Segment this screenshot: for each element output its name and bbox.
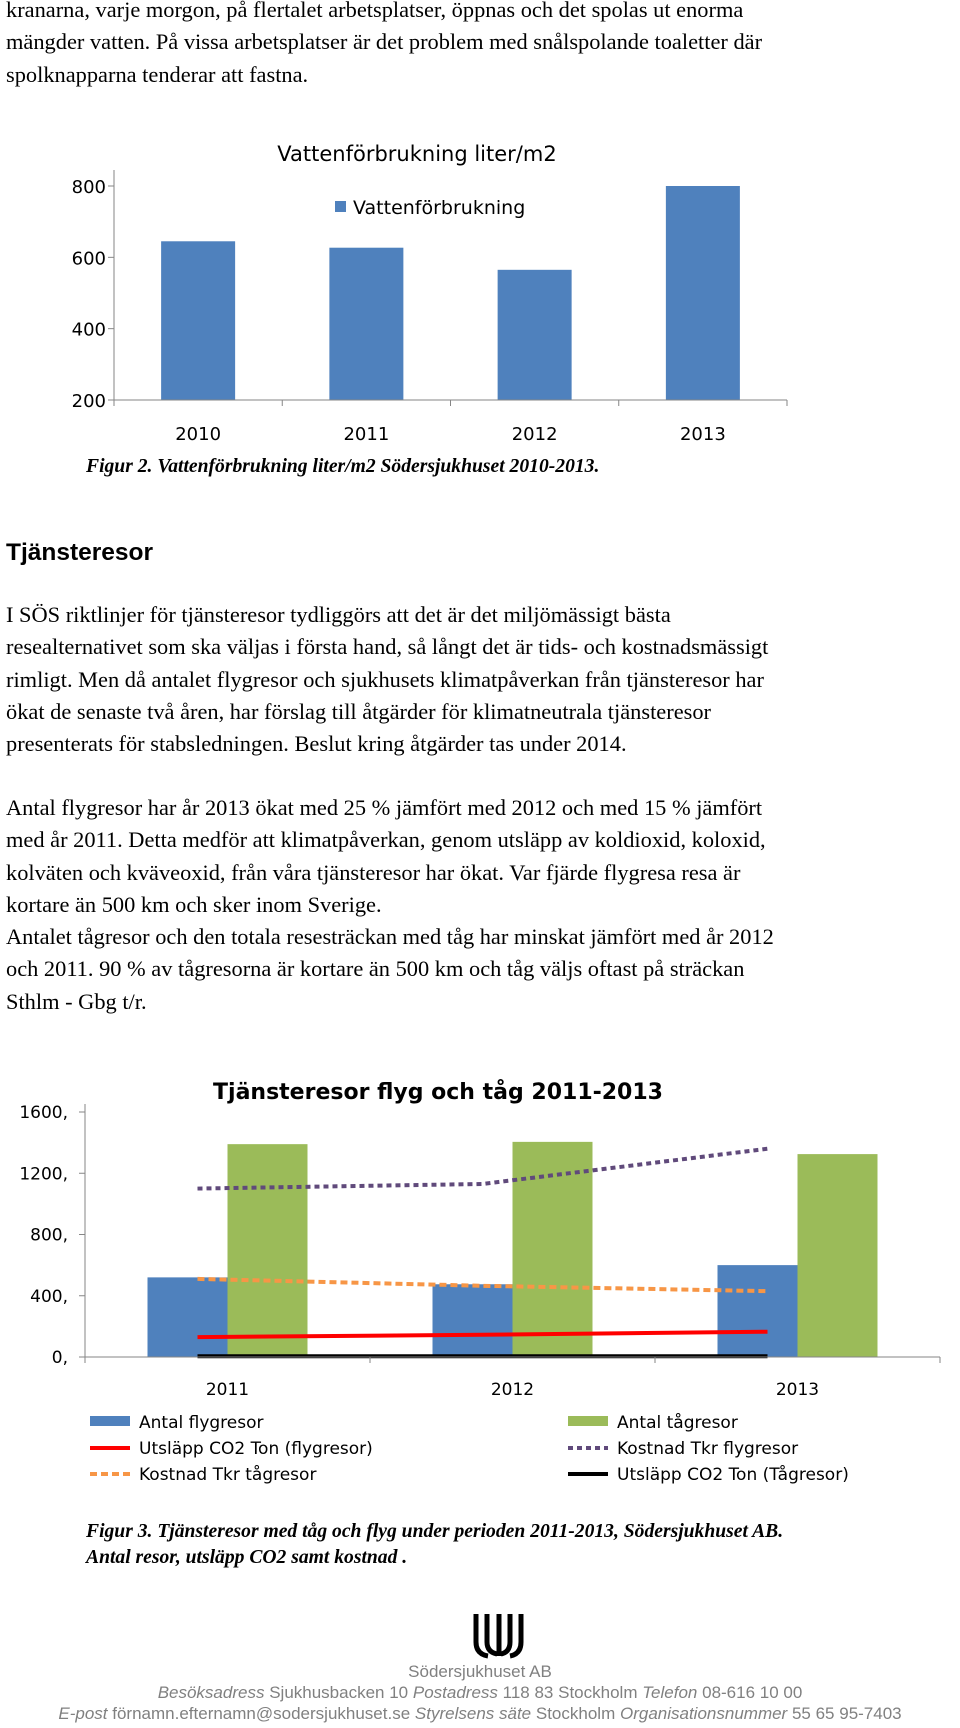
text-line: med år 2011. Detta medför att klimatpåverkan, genom utsläpp av koldioxid, koloxid, [6, 827, 766, 853]
text-line: kortare än 500 km och sker inom Sverige. [6, 891, 382, 917]
text-line: kolväten och kväveoxid, från våra tjänsteresor har ökat. Var fjärde flygresa resa är [6, 859, 741, 885]
x-tick-label: 2012 [511, 424, 558, 445]
footer-label: E-post [58, 1704, 108, 1723]
figure3-caption [86, 1519, 783, 1571]
footer-label: Styrelsens säte [414, 1704, 532, 1723]
text-line: mängder vatten. På vissa arbetsplatser är det problem med snålspolande toaletter där [6, 29, 763, 55]
legend-swatch [90, 1416, 130, 1426]
y-tick-label: 0, [51, 1348, 68, 1368]
text-line: och 2011. 90 % av tågresorna är kortare än 500 km och tåg väljs oftast på sträckan [6, 956, 745, 982]
y-tick-label: 800, [30, 1225, 68, 1246]
chart-title: Vattenförbrukning liter/m2 [277, 142, 557, 166]
paragraph-2 [6, 792, 956, 1018]
x-tick-label: 2010 [175, 424, 222, 445]
footer-value: Stockholm [535, 1704, 616, 1723]
legend-label: Vattenförbrukning [353, 197, 526, 219]
text-line: I SÖS riktlinjer för tjänsteresor tydliggörs att det är det miljömässigt bästa [6, 602, 671, 627]
legend-label: Antal tågresor [617, 1413, 738, 1433]
footer-email-link[interactable]: förnamn.efternamn@sodersjukhuset.se [112, 1704, 411, 1723]
footer-company: Södersjukhuset AB [408, 1662, 552, 1681]
footer-value: Sjukhusbacken 10 [269, 1683, 409, 1702]
bar [228, 1144, 308, 1357]
footer-value: 08-616 10 00 [702, 1683, 803, 1702]
figure2-caption: Figur 2. Vattenförbrukning liter/m2 Södersjukhuset 2010-2013. [86, 456, 600, 477]
bar [666, 186, 740, 400]
x-tick-label: 2013 [775, 1380, 820, 1400]
paragraph-1 [6, 599, 956, 760]
bar [161, 241, 235, 400]
y-tick-label: 1600, [19, 1103, 68, 1123]
y-tick-label: 1200, [19, 1164, 68, 1185]
x-tick-label: 2011 [343, 424, 390, 445]
text-line: presenterats för stabsledningen. Beslut kring åtgärder tas under 2014. [6, 731, 627, 757]
text-line: Antalet tågresor och den totala resesträckan med tåg har minskat jämfört med år 2012 [6, 924, 774, 950]
legend-label: Utsläpp CO2 Ton (Tågresor) [617, 1465, 849, 1485]
legend-label: Utsläpp CO2 Ton (flygresor) [139, 1439, 373, 1459]
caption-line: Antal resor, utsläpp CO2 samt kostnad . [86, 1547, 408, 1568]
section-heading: Tjänsteresor [6, 539, 154, 566]
text-line: Antal flygresor har år 2013 ökat med 25 % jämfört med 2012 och med 15 % jämfört [6, 795, 763, 820]
footer-label: Organisationsnummer [619, 1704, 788, 1723]
chart-title: Tjänsteresor flyg och tåg 2011-2013 [213, 1080, 663, 1105]
text-line: spolknapparna tenderar att fastna. [6, 61, 309, 87]
bar [148, 1277, 228, 1357]
footer-label: Telefon [642, 1683, 698, 1702]
footer-value: 55 65 95-7403 [791, 1704, 902, 1723]
legend-label: Kostnad Tkr flygresor [617, 1439, 799, 1459]
bar [798, 1154, 878, 1357]
legend-swatch [335, 201, 346, 212]
y-tick-label: 800 [71, 177, 106, 198]
y-tick-label: 600 [71, 248, 106, 270]
bar [718, 1265, 798, 1357]
footer-contact-line [0, 1703, 960, 1724]
footer-label: Postadress [412, 1683, 498, 1702]
text-line: Sthlm - Gbg t/r. [6, 988, 147, 1014]
legend-label: Kostnad Tkr tågresor [139, 1465, 317, 1485]
intro-paragraph [6, 0, 956, 91]
legend-label: Antal flygresor [139, 1413, 264, 1433]
y-tick-label: 400, [30, 1286, 68, 1307]
footer-label: Besöksadress [157, 1683, 265, 1702]
footer-address-line [0, 1682, 960, 1703]
y-tick-label: 200 [71, 391, 106, 412]
x-tick-label: 2011 [205, 1380, 250, 1400]
y-tick-label: 400 [71, 319, 106, 341]
business-travel-chart [0, 1060, 960, 1490]
text-line: kranarna, varje morgon, på flertalet arbetsplatser, öppnas och det spolas ut enorma [6, 0, 744, 22]
text-line: resealternativet som ska väljas i första hand, så långt det är tids- och kostnadsmässigt [6, 634, 769, 660]
text-line: ökat de senaste två åren, har förslag till åtgärder för klimatneutrala tjänsteresor [6, 698, 712, 724]
legend-swatch [568, 1416, 608, 1426]
caption-line: Figur 3. Tjänsteresor med tåg och flyg under perioden 2011-2013, Södersjukhuset AB. [86, 1521, 784, 1542]
water-consumption-chart [0, 120, 960, 455]
text-line: rimligt. Men då antalet flygresor och sjukhusets klimatpåverkan från tjänsteresor har [6, 666, 764, 692]
bar [329, 248, 403, 400]
footer [0, 1607, 960, 1724]
bar [498, 270, 572, 400]
x-tick-label: 2013 [679, 424, 726, 445]
bar [433, 1284, 513, 1357]
footer-value: 118 83 Stockholm [502, 1683, 638, 1702]
x-tick-label: 2012 [490, 1380, 535, 1400]
